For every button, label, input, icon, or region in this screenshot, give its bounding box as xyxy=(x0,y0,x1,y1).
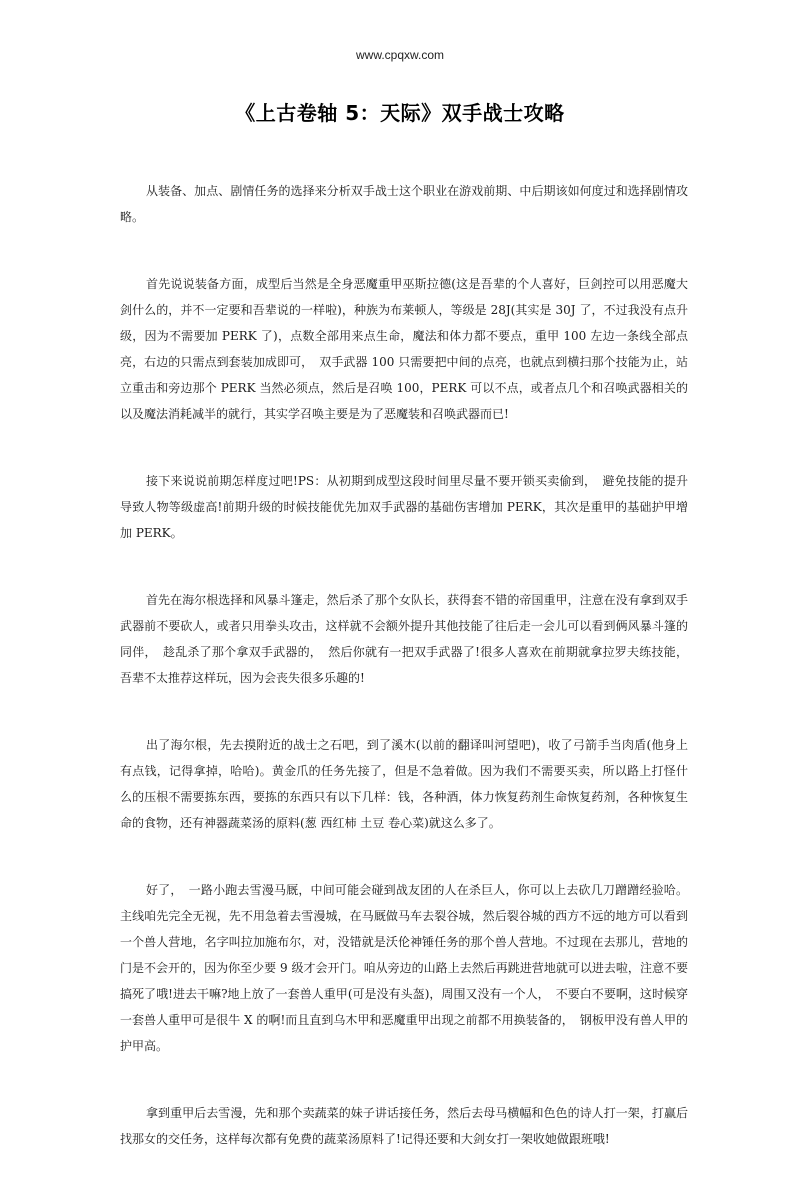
paragraph-intro: 从装备、加点、剧情任务的选择来分析双手战士这个职业在游戏前期、中后期该如何度过和选择剧情攻略。 xyxy=(120,184,688,224)
paragraph-early-game: 接下来说说前期怎样度过吧!PS：从初期到成型这段时间里尽量不要开锁买卖偷到， 避免技能的提升导致人物等级虚高!前期升级的时候技能优先加双手武器的基础伤害增加 PERK，其次是重甲的基础护甲增加 PERK。 xyxy=(120,474,688,540)
paragraph-equipment: 首先说说装备方面，成型后当然是全身恶魔重甲巫斯拉德(这是吾辈的个人喜好，巨剑控可以用恶魔大剑什么的，并不一定要和吾辈说的一样啦)，种族为布莱顿人，等级是 28J(其实是 30J 了，不过我没有点升级，因为不需要加 PERK 了)，点数全部用来点生命，魔法和体力都不要点，重甲 100 左边一条线全部点亮，右边的只需点到套装加成即可， 双手武器 100 只需要把中间的点亮，也就点到横扫那个技能为止，站立重击和旁边那个 PERK 当然必须点，然后是召唤 100，PERK 可以不点，或者点几个和召唤武器相关的以及魔法消耗减半的就行，其实学召唤主要是为了恶魔装和召唤武器而已! xyxy=(120,277,688,421)
paragraph-whiterun: 拿到重甲后去雪漫，先和那个卖蔬菜的妹子讲话接任务，然后去母马横幅和色色的诗人打一架，打赢后找那女的交任务，这样每次都有免费的蔬菜汤原料了!记得还要和大剑女打一架收她做跟班哦! xyxy=(120,1106,688,1146)
article-body xyxy=(120,178,688,1193)
paragraph-orc-camp: 好了， 一路小跑去雪漫马厩，中间可能会碰到战友团的人在杀巨人，你可以上去砍几刀蹭蹭经验哈。主线咱先完全无视，先不用急着去雪漫城，在马厩做马车去裂谷城，然后裂谷城的西方不远的地方可以看到一个兽人营地，名字叫拉加施布尔，对，没错就是沃伦神锤任务的那个兽人营地。不过现在去那儿，营地的门是不会开的，因为你至少要 9 级才会开门。咱从旁边的山路上去然后再跳进营地就可以进去啦，注意不要搞死了哦!进去干嘛?地上放了一套兽人重甲(可是没有头盔)，周围又没有一个人， 不要白不要啊，这时候穿一套兽人重甲可是很牛 X 的啊!而且直到乌木甲和恶魔重甲出现之前都不用换装备的， 钢板甲没有兽人甲的护甲高。 xyxy=(120,883,688,1053)
paragraph-riverwood: 出了海尔根，先去摸附近的战士之石吧，到了溪木(以前的翻译叫河望吧)，收了弓箭手当肉盾(他身上有点钱，记得拿掉，哈哈)。黄金爪的任务先接了，但是不急着做。因为我们不需要买卖，所以路上打怪什么的压根不需要拣东西，要拣的东西只有以下几样：钱，各种酒，体力恢复药剂生命恢复药剂，各种恢复生命的食物，还有神器蔬菜汤的原料(葱 西红柿 土豆 卷心菜)就这么多了。 xyxy=(120,738,688,830)
page-title: 《上古卷轴 5：天际》双手战士攻略 xyxy=(235,101,565,125)
site-url-header: www.cpqxw.com xyxy=(355,48,445,62)
paragraph-helgen: 首先在海尔根选择和风暴斗篷走，然后杀了那个女队长，获得套不错的帝国重甲，注意在没有拿到双手武器前不要砍人，或者只用拳头攻击，这样就不会额外提升其他技能了往后走一会儿可以看到俩风暴斗篷的同伴， 趁乱杀了那个拿双手武器的， 然后你就有一把双手武器了!很多人喜欢在前期就拿拉罗夫练技能，吾辈不太推荐这样玩，因为会丧失很多乐趣的! xyxy=(120,593,688,685)
